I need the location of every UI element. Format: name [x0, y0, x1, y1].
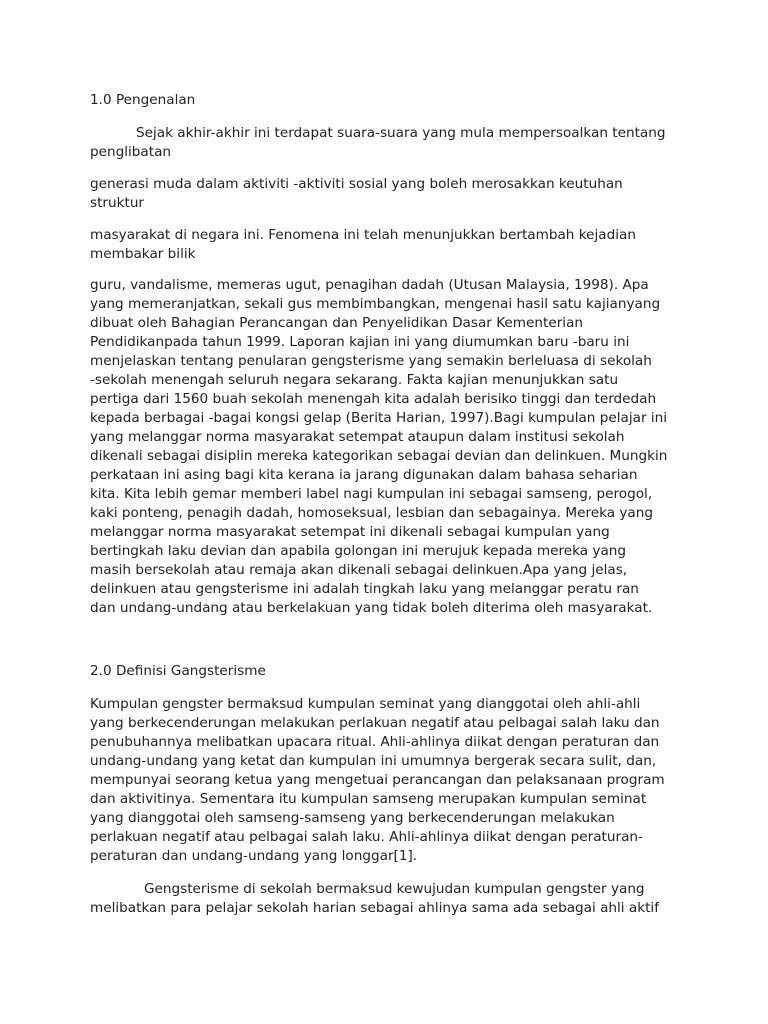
text-line: mempunyai seorang ketua yang mengetuai perancangan dan pelaksanaan program: [90, 772, 665, 788]
text-line: guru, vandalisme, memeras ugut, penagihan dadah (Utusan Malaysia, 1998). Apa: [90, 277, 649, 293]
text-line: penubuhannya melibatkan upacara ritual. Ahli-ahlinya diikat dengan peraturan dan: [90, 734, 660, 750]
text-line: peraturan dan undang-undang yang longgar[1].: [90, 848, 418, 864]
text-line: kita. Kita lebih gemar memberi label nagi kumpulan ini sebagai samseng, perogol,: [90, 486, 653, 502]
text-line: kaki ponteng, penagih dadah, homoseksual, lesbian dan sebagainya. Mereka yang: [90, 505, 653, 521]
section-2-paragraph-2: [90, 880, 690, 918]
text-line: dibuat oleh Bahagian Perancangan dan Penyelidikan Dasar Kementerian: [90, 315, 584, 331]
text-line: Pendidikanpada tahun 1999. Laporan kajian ini yang diumumkan baru -baru ini: [90, 334, 630, 350]
text-line: penglibatan: [90, 144, 172, 160]
text-line: yang melanggar norma masyarakat setempat ataupun dalam institusi sekolah: [90, 429, 625, 445]
text-line: bertingkah laku devian dan apabila golongan ini merujuk kepada mereka yang: [90, 543, 627, 559]
text-line: delinkuen atau gengsterisme ini adalah tingkah laku yang melanggar peratu ran: [90, 581, 639, 597]
text-line: pertiga dari 1560 buah sekolah menengah kita adalah berisiko tinggi dan terdedah: [90, 391, 657, 407]
text-line: kepada berbagai -bagai kongsi gelap (Berita Harian, 1997).Bagi kumpulan pelajar ini: [90, 410, 668, 426]
text-line: generasi muda dalam aktiviti -aktiviti sosial yang boleh merosakkan keutuhan: [90, 176, 623, 192]
section-1-paragraph-1: [90, 124, 690, 162]
text-line: yang memeranjatkan, sekali gus membimbangkan, mengenai hasil satu kajianyang: [90, 296, 661, 312]
section-1-heading: [90, 91, 690, 110]
text-line: perkataan ini asing bagi kita kerana ia jarang digunakan dalam bahasa seharian: [90, 467, 638, 483]
text-line: melanggar norma masyarakat setempat ini dikenali sebagai kumpulan yang: [90, 524, 610, 540]
text-line: Gengsterisme di sekolah bermaksud kewujudan kumpulan gengster yang: [144, 881, 645, 897]
section-1-paragraph-4: [90, 276, 690, 618]
text-line: undang-undang yang ketat dan kumpulan ini umumnya bergerak secara sulit, dan,: [90, 753, 657, 769]
heading-text: 2.0 Definisi Gangsterisme: [90, 663, 266, 679]
text-line: yang dianggotai oleh samseng-samseng yang berkecenderungan melakukan: [90, 810, 615, 826]
text-line: -sekolah menengah seluruh negara sekarang. Fakta kajian menunjukkan satu: [90, 372, 619, 388]
section-2-heading: [90, 662, 690, 681]
section-1-paragraph-3: [90, 226, 690, 264]
text-line: dan undang-undang atau berkelakuan yang tidak boleh diterima oleh masyarakat.: [90, 600, 653, 616]
text-line: masyarakat di negara ini. Fenomena ini telah menunjukkan bertambah kejadian: [90, 227, 636, 243]
text-line: masih bersekolah atau remaja akan dikenali sebagai delinkuen.Apa yang jelas,: [90, 562, 628, 578]
text-line: dikenali sebagai disiplin mereka kategorikan sebagai devian dan delinkuen. Mungkin: [90, 448, 668, 464]
text-line: yang berkecenderungan melakukan perlakuan negatif atau pelbagai salah laku dan: [90, 715, 660, 731]
text-line: membakar bilik: [90, 246, 196, 262]
text-line: struktur: [90, 195, 145, 211]
text-line: dan aktivitinya. Sementara itu kumpulan samseng merupakan kumpulan seminat: [90, 791, 647, 807]
text-line: melibatkan para pelajar sekolah harian sebagai ahlinya sama ada sebagai ahli aktif: [90, 900, 659, 916]
text-line: Kumpulan gengster bermaksud kumpulan seminat yang dianggotai oleh ahli-ahli: [90, 696, 641, 712]
section-2-paragraph-1: [90, 695, 690, 866]
text-line: perlakuan negatif atau pelbagai salah laku. Ahli-ahlinya diikat dengan peraturan-: [90, 829, 643, 845]
heading-text: 1.0 Pengenalan: [90, 92, 196, 108]
text-line: Sejak akhir-akhir ini terdapat suara-suara yang mula mempersoalkan tentang: [136, 125, 666, 141]
text-line: menjelaskan tentang penularan gengsterisme yang semakin berleluasa di sekolah: [90, 353, 652, 369]
section-1-paragraph-2: [90, 175, 690, 213]
